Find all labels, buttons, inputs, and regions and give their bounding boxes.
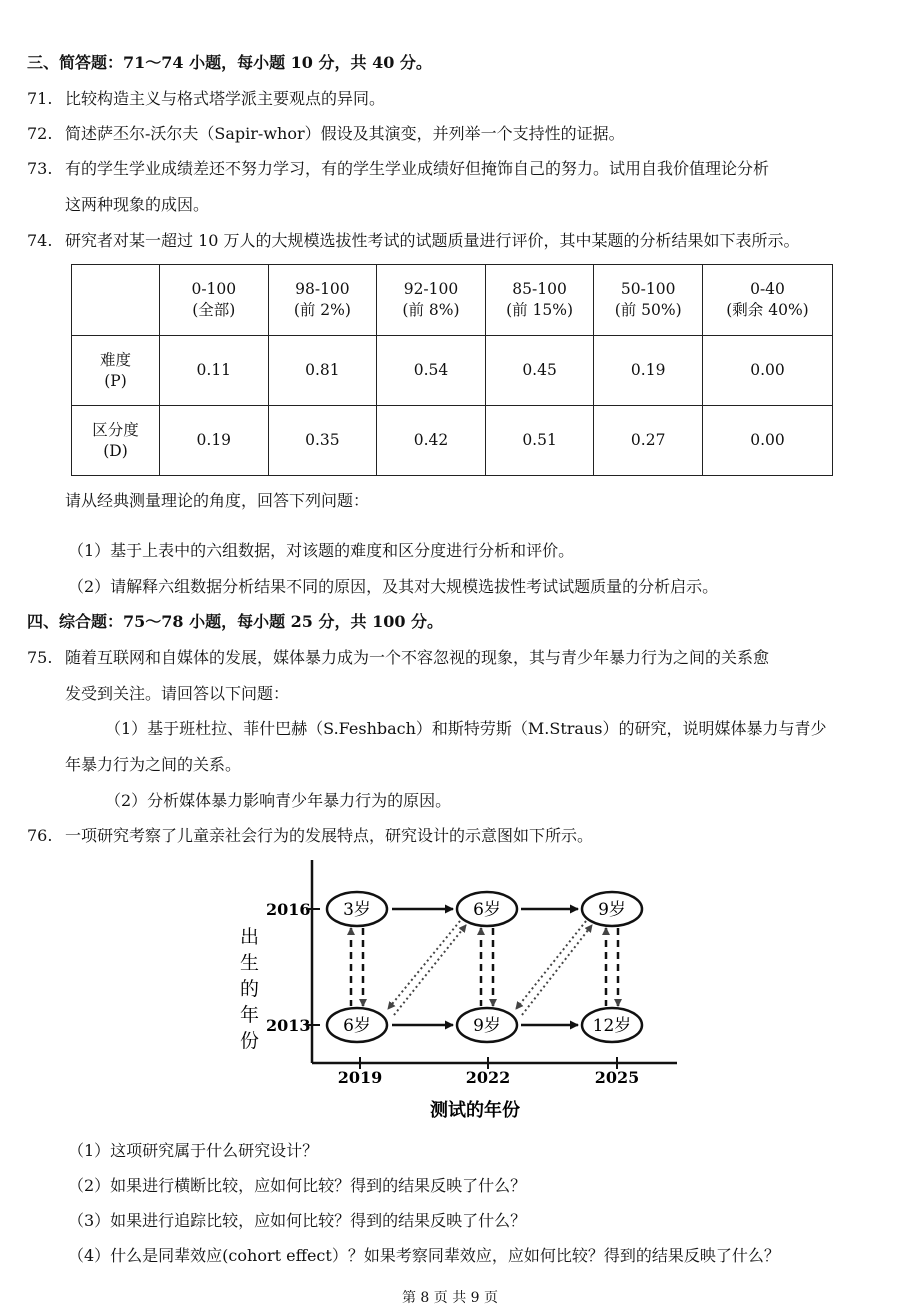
table-header-cell: 85-100 (前 15%) (485, 265, 594, 336)
table-row-discrimination (72, 406, 833, 476)
table-cell: 0.35 (268, 406, 377, 476)
table-header-row (72, 265, 833, 336)
q71-text: 比较构造主义与格式塔学派主要观点的异同。 (65, 89, 386, 108)
q76-text: 一项研究考察了儿童亲社会行为的发展特点，研究设计的示意图如下所示。 (65, 826, 594, 845)
q72-text: 简述萨丕尔-沃尔夫（Sapir-whor）假设及其演变，并列举一个支持性的证据。 (65, 124, 625, 143)
arrow-time-lag (394, 925, 466, 1015)
q74-prompt: 请从经典测量理论的角度，回答下列问题： (65, 491, 370, 510)
node-label: 9岁 (598, 900, 626, 920)
q74-text: 研究者对某一超过 10 万人的大规模选拔性考试的试题质量进行评价，其中某题的分析结果如下表所示。 (65, 231, 800, 250)
q76-number: 76. (27, 826, 53, 845)
q76-sub2: （2）如果进行横断比较，应如何比较？得到的结果反映了什么？ (68, 1176, 527, 1195)
arrow-time-lag (388, 921, 460, 1009)
node-label: 12岁 (592, 1016, 632, 1036)
q75-line1: 随着互联网和自媒体的发展，媒体暴力成为一个不容忽视的现象，其与青少年暴力行为之间的关系愈 (65, 648, 770, 667)
y-label-char: 的 (240, 978, 260, 1000)
row-label-discrimination: 区分度 (D) (72, 406, 160, 476)
birth-year-2016: 2016 (266, 900, 311, 919)
table-header-cell: 50-100 (前 50%) (594, 265, 703, 336)
table-header-cell: 0-40 (剩余 40%) (703, 265, 833, 336)
node-label: 6岁 (473, 900, 501, 920)
y-label-char: 出 (240, 926, 260, 948)
q75-line2: 发受到关注。请回答以下问题： (65, 684, 290, 703)
arrow-time-lag (522, 925, 592, 1015)
table-cell: 0.51 (485, 406, 594, 476)
q71-number: 71. (27, 89, 53, 108)
table-cell: 0.11 (160, 336, 269, 406)
table-cell: 0.54 (377, 336, 486, 406)
table-header-cell: 98-100 (前 2%) (268, 265, 377, 336)
q72-number: 72. (27, 124, 53, 143)
table-cell: 0.19 (594, 336, 703, 406)
cohort-sequential-diagram (220, 855, 690, 1125)
section4-heading: 四、综合题：75～78 小题，每小题 25 分，共 100 分。 (27, 612, 444, 631)
q76-sub4: （4）什么是同辈效应(cohort effect）？如果考察同辈效应，应如何比较？得到的结果反映了什么？ (68, 1246, 780, 1265)
q75-number: 75. (27, 648, 53, 667)
table-corner-cell (72, 265, 160, 336)
table-cell: 0.81 (268, 336, 377, 406)
q74-sub2: （2）请解释六组数据分析结果不同的原因，及其对大规模选拔性考试试题质量的分析启示。 (68, 577, 719, 596)
table-cell: 0.00 (703, 406, 833, 476)
row-label-difficulty: 难度 (P) (72, 336, 160, 406)
table-cell: 0.19 (160, 406, 269, 476)
test-year-2019: 2019 (337, 1068, 383, 1087)
table-cell: 0.42 (377, 406, 486, 476)
table-header-cell: 92-100 (前 8%) (377, 265, 486, 336)
q75-sub2: （2）分析媒体暴力影响青少年暴力行为的原因。 (105, 791, 452, 810)
table-cell: 0.27 (594, 406, 703, 476)
q73-number: 73. (27, 159, 53, 178)
birth-year-2013: 2013 (266, 1016, 311, 1035)
section3-heading: 三、简答题：71～74 小题，每小题 10 分，共 40 分。 (27, 53, 432, 72)
y-label-char: 份 (240, 1030, 260, 1052)
arrow-time-lag (516, 921, 586, 1009)
q75-sub1-line1: （1）基于班杜拉、菲什巴赫（S.Feshbach）和斯特劳斯（M.Straus）的研究，说明媒体暴力与青少 (105, 719, 827, 738)
q74-sub1: （1）基于上表中的六组数据，对该题的难度和区分度进行分析和评价。 (68, 541, 575, 560)
q75-sub1-line2: 年暴力行为之间的关系。 (65, 755, 242, 774)
table-cell: 0.00 (703, 336, 833, 406)
q73-text-line2: 这两种现象的成因。 (65, 195, 210, 214)
test-year-2025: 2025 (594, 1068, 640, 1087)
table-row-difficulty (72, 336, 833, 406)
node-label: 6岁 (343, 1016, 371, 1036)
q76-sub1: （1）这项研究属于什么研究设计？ (68, 1141, 319, 1160)
table-header-cell: 0-100 (全部) (160, 265, 269, 336)
table-cell: 0.45 (485, 336, 594, 406)
test-year-2022: 2022 (465, 1068, 511, 1087)
page-footer: 第 8 页 共 9 页 (401, 1290, 499, 1306)
y-label-char: 年 (240, 1004, 260, 1026)
node-label: 9岁 (473, 1016, 501, 1036)
q74-number: 74. (27, 231, 53, 250)
q76-sub3: （3）如果进行追踪比较，应如何比较？得到的结果反映了什么？ (68, 1211, 527, 1230)
x-axis-label: 测试的年份 (430, 1100, 520, 1121)
q73-text-line1: 有的学生学业成绩差还不努力学习，有的学生学业成绩好但掩饰自己的努力。试用自我价值理论分析 (65, 159, 770, 178)
q74-result-table (71, 264, 833, 476)
y-label-char: 生 (240, 952, 260, 974)
node-label: 3岁 (343, 900, 371, 920)
